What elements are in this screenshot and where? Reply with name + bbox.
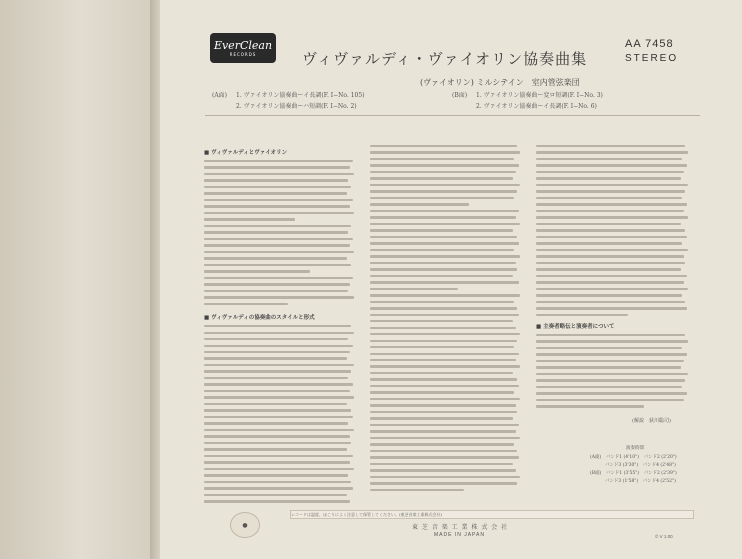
catalog-number: AA 7458 [625,38,674,50]
track-a1: 1. ヴァイオリン協奏曲ーイ長調(F. I−No. 105) [236,92,365,99]
track-b2: 2. ヴァイオリン協奏曲ーイ長調(F. I−No. 6) [476,103,597,110]
notes-text-block [536,145,690,316]
care-notice: レコードは温度、ほこりによく注意して保管してください。(東芝音楽工業株式会社) [290,510,694,519]
notes-heading: ■ ヴィヴァルディとヴァイオリン [204,150,288,156]
notes-column-2 [370,145,522,505]
notes-text-block [536,334,690,408]
made-in: MADE IN JAPAN [434,532,485,538]
spine-edge [150,0,160,559]
side-b-label: (B面) [452,92,468,99]
timing-table [590,445,680,486]
track-b1: 1. ヴァイオリン協奏曲ー変ロ短調(F. I−No. 3) [476,92,603,99]
notes-text-block [204,325,356,505]
notes-heading: ■ 主奏者略伝と演奏者について [536,323,615,330]
notes-text-block [370,145,522,491]
track-a2: 2. ヴァイオリン協奏曲ーハ短調(F. I−No. 2) [236,103,357,110]
side-a-label: (A面) [212,92,228,99]
timing-row: バンド3 (1'58") バンド4 (2'52") [590,479,676,484]
logo-text: EverClean [213,38,273,52]
timing-row: バンド3 (3'30") バンド4 (2'48") [590,463,676,468]
album-title: ヴィヴァルディ・ヴァイオリン協奏曲集 [302,50,588,68]
jacket-spine [0,0,151,559]
notes-column-1 [204,145,356,505]
performers: (ヴァイオリン) ミルシテイン 室内管弦楽団 [420,78,580,87]
annotator-credit: (解説 荻川聡司) [632,418,671,424]
company-name: 東 芝 音 楽 工 業 株 式 会 社 [412,524,509,531]
print-code: © V 1.00 [655,534,673,539]
dog-logo-icon: ● [230,512,260,538]
format-label: STEREO [625,53,679,64]
notes-heading: ■ ヴィヴァルディの協奏曲のスタイルと形式 [204,315,315,322]
divider [205,115,700,116]
label-logo [210,33,276,63]
timing-row: (B面) バンド1 (3'55") バンド2 (2'39") [590,471,677,476]
notes-text-block [204,160,356,305]
timing-row: (A面) バンド1 (4'10") バンド2 (2'20") [590,455,677,460]
logo-subtext: RECORDS [229,51,257,57]
timing-table-title: 演奏時間 [626,446,644,451]
